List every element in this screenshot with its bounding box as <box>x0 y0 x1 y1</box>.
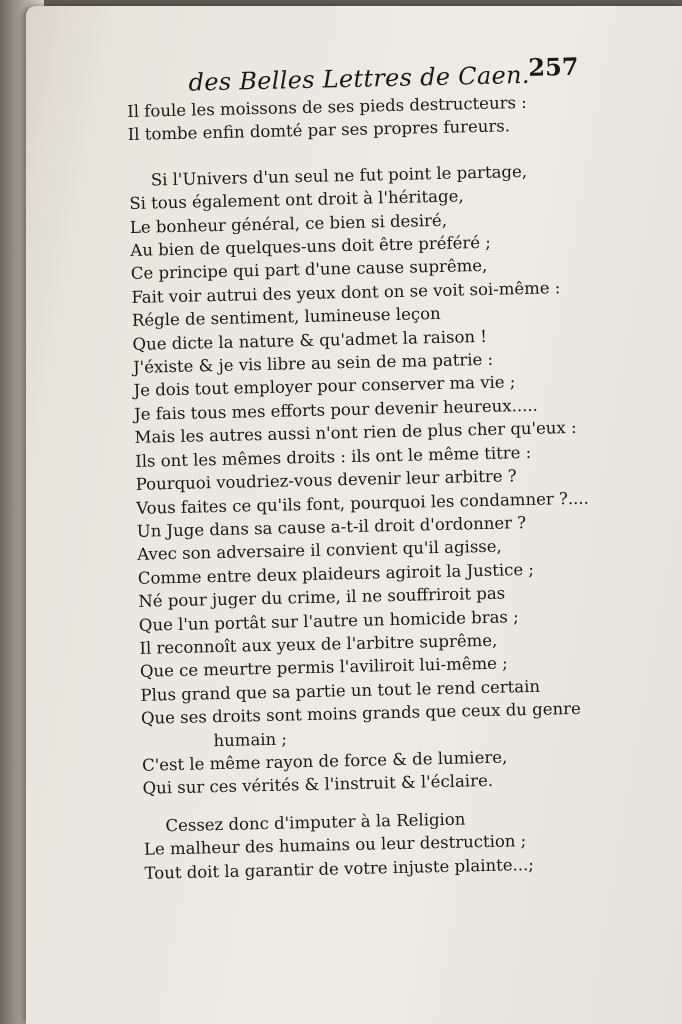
stanza-3 <box>143 805 584 885</box>
verse-line: Fait voir autrui des yeux dont on se voit soi-même : <box>131 278 561 307</box>
book-page <box>26 6 682 1024</box>
verse-line: Il reconnoît aux yeux de l'arbitre suprême, <box>139 630 498 658</box>
stanza-2 <box>129 159 589 801</box>
verse-line: Pourquoi voudriez-vous devenir leur arbitre ? <box>135 466 517 494</box>
verse-line: Si l'Univers d'un seul ne fut point le partage, <box>150 161 528 190</box>
verse-line: Que l'un portât sur l'autre un homicide bras ; <box>138 606 519 635</box>
verse-line: J'éxiste & je vis libre au sein de ma patrie : <box>132 349 494 377</box>
verse-line: Le bonheur général, ce bien si desiré, <box>129 210 448 237</box>
verse-line: Qui sur ces vérités & l'instruit & l'éclaire. <box>142 771 494 799</box>
verse-line: Régle de sentiment, lumineuse leçon <box>131 304 441 331</box>
verse-line: Je dois tout employer pour conserver ma vie ; <box>133 372 516 401</box>
verse-line: Né pour juger du crime, il ne souffriroit pas <box>138 583 506 611</box>
verse-line: Que dicte la nature & qu'admet la raison ! <box>132 326 488 354</box>
verse-line: Cessez donc d'imputer à la Religion <box>165 809 466 836</box>
page-text-block <box>126 46 589 885</box>
verse-line: Comme entre deux plaideurs agiroit la Justice ; <box>137 559 535 588</box>
verse-line: Vous faites ce qu'ils font, pourquoi les condamner ?.... <box>136 488 589 518</box>
verse-line: Mais les autres aussi n'ont rien de plus cher qu'eux : <box>134 418 577 448</box>
verse-line: Que ce meurtre permis l'aviliroit lui-même ; <box>139 653 508 682</box>
verse-line: Avec son adversaire il convient qu'il agisse, <box>137 536 503 565</box>
verse-line-continuation: humain ; <box>213 729 288 750</box>
verse-line: Il tombe enfin domté par ses propres fureurs. <box>127 116 511 145</box>
verse-line: Que ses droits sont moins grands que ceux du genre <box>140 699 581 728</box>
running-title: des Belles Lettres de Caen. <box>188 60 531 97</box>
verse-line: Tout doit la garantir de votre injuste plainte...; <box>144 854 534 883</box>
verse-line: Je fais tous mes efforts pour devenir heureux..... <box>133 395 539 424</box>
verse-line: Il foule les moissons de ses pieds destructeurs : <box>127 92 527 121</box>
stanza-1 <box>127 90 568 147</box>
verse-line: Ce principe qui part d'une cause suprême, <box>130 256 488 284</box>
verse-line: C'est le même rayon de force & de lumiere, <box>141 747 508 775</box>
verse-line: Si tous également ont droit à l'héritage, <box>129 186 464 214</box>
verse-line: Ils ont les mêmes droits : ils ont le même titre : <box>134 442 532 471</box>
verse-line: Le malheur des humains ou leur destruction ; <box>143 831 527 859</box>
verse-line: Plus grand que sa partie un tout le rend certain <box>140 676 541 705</box>
verse-line: Au bien de quelques-uns doit être préféré ; <box>130 232 492 260</box>
verse-line: Un Juge dans sa cause a-t-il droit d'ordonner ? <box>136 512 527 541</box>
page-number: 257 <box>528 51 579 82</box>
